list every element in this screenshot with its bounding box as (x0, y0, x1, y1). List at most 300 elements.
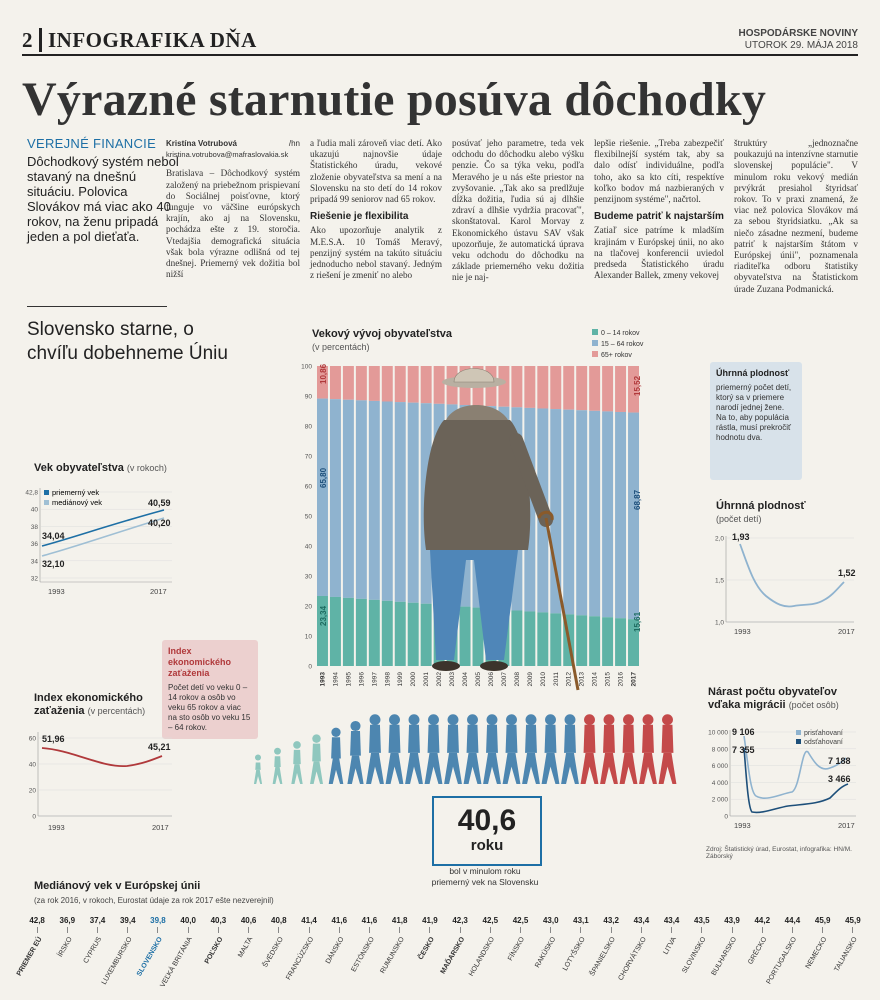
bar-segment-young (550, 613, 561, 666)
bar-segment-old (511, 366, 522, 407)
eu-value: 41,6 (361, 916, 378, 925)
eu-country-item (261, 916, 294, 969)
bar-segment-young (395, 602, 406, 666)
vek-start-med: 32,10 (42, 559, 65, 569)
bar-segment-old (356, 366, 367, 400)
main-1993-work: 65,80 (319, 467, 328, 488)
y-tick-label: 20 (28, 787, 36, 795)
eu-value: 41,6 (331, 916, 348, 925)
eu-value: 41,4 (301, 916, 317, 925)
y-tick-label: 10 000 (708, 729, 728, 737)
eu-country-item (350, 916, 384, 974)
x-year-label: 2008 (513, 672, 521, 687)
main-2017-old: 15,52 (633, 375, 642, 396)
eu-country-item (439, 916, 475, 976)
x-year-label: 2016 (617, 672, 625, 687)
eu-country-label: LITVA (662, 936, 678, 956)
eu-value: 40,8 (271, 916, 287, 925)
eu-country-item (234, 916, 264, 959)
walking-person-icon (503, 714, 521, 784)
x-year-label: 1994 (332, 672, 340, 687)
eu-value: 40,0 (180, 916, 196, 925)
eu-country-label: PORTUGALSKO (765, 936, 799, 986)
walking-person-icon (464, 714, 482, 784)
bar-segment-old (537, 366, 548, 408)
y-tick-label: 10 (304, 633, 312, 641)
source-note: Zdroj: Štatistický úrad, Eurostat, infografika: HN/M. Záborský (706, 846, 852, 860)
eu-value: 41,8 (391, 916, 408, 925)
eu-value: 45,9 (845, 916, 861, 925)
bar-segment-old (330, 366, 341, 399)
eu-country-item (284, 916, 324, 982)
plodnost-chart-title: Úhrnná plodnosť (716, 500, 806, 512)
y-tick-label: 50 (304, 513, 312, 521)
eu-value: 43,5 (694, 916, 710, 925)
mig-x-start: 1993 (734, 821, 751, 830)
y-tick-label: 2,0 (714, 535, 724, 543)
x-year-label: 2007 (500, 672, 508, 687)
legend-swatch-med (44, 500, 49, 505)
main-2017-young: 15,61 (633, 611, 642, 632)
bar-segment-young (382, 601, 393, 666)
y-tick-label: 60 (304, 483, 312, 491)
eu-country-label: ŠPANIELSKO (589, 936, 618, 978)
publication-date: UTOROK 29. MÁJA 2018 (744, 40, 858, 51)
eu-value: 43,9 (724, 916, 740, 925)
eu-value: 39,8 (150, 916, 166, 925)
eu-country-label: FRANCÚZSKO (284, 936, 316, 982)
lede: Dôchodkový systém nebol stavaný na dnešnú situáciu. Polovica Slovákov má viac ako 40 rokov, na ženu pripadá jeden a pol dieťaťa. (27, 154, 179, 244)
eu-chart-title: Mediánový vek v Európskej únii (34, 880, 201, 892)
bar-segment-work (628, 413, 639, 620)
kicker: VEREJNÉ FINANCIE (27, 136, 157, 151)
article-column-5 (734, 138, 858, 295)
vek-end-med: 40,59 (148, 498, 171, 508)
bar-segment-work (550, 409, 561, 613)
walking-person-icon (386, 714, 404, 784)
eu-country-item (468, 916, 505, 978)
bar-segment-old (421, 366, 432, 403)
main-chart-legend (592, 328, 643, 361)
bar-segment-work (356, 400, 367, 599)
eu-country-label: ŠVÉDSKO (261, 936, 285, 969)
x-year-label: 2010 (539, 672, 547, 687)
eu-country-label: POĽSKO (203, 936, 225, 966)
eu-value: 40,6 (240, 916, 257, 925)
plodnost-end-val: 1,52 (838, 568, 856, 578)
article-text-4b: Zatiaľ sice patríme k mladším krajinám v Európskej únii, no ako na tlačovej konferencii uviedol predseda Štatistického úradu Alexander Ballek, zmeny vekovej (594, 225, 724, 281)
legend-out: odsťahovaní (804, 739, 843, 746)
eu-country-item (533, 916, 566, 970)
average-age-value: 40,6 (457, 804, 517, 837)
y-tick-label: 40 (28, 761, 36, 769)
eu-country-label: ÍRSKO (56, 936, 74, 959)
bar-segment-old (615, 366, 626, 412)
x-year-label: 1997 (371, 672, 379, 687)
eu-value: 42,3 (452, 916, 468, 925)
plodnost-chart-unit: (počet detí) (716, 514, 762, 524)
eu-country-label: NEMECKO (804, 936, 829, 971)
index-x-end: 2017 (152, 823, 169, 832)
average-age-caption: bol v minulom roku priemerný vek na Slovensku (431, 866, 539, 887)
walking-person-icon (291, 741, 302, 784)
plodnost-chart (704, 526, 864, 638)
eu-country-item (765, 916, 807, 986)
line-index (42, 748, 162, 766)
x-year-label: 1999 (397, 672, 405, 687)
section-heading: Slovensko starne, o chvíľu dobehneme Úniu (27, 319, 228, 364)
bar-segment-young (421, 604, 432, 666)
legend-65plus: 65+ rokov (592, 350, 643, 361)
vek-chart-title: Vek obyvateľstva (v rokoch) (34, 462, 167, 474)
main-1993-old: 10,86 (319, 363, 328, 384)
article-subheading-1: Riešenie je flexibilita (310, 211, 409, 223)
y-tick-label: 6 000 (711, 763, 728, 771)
y-tick-label: 20 (304, 603, 312, 611)
walking-person-icon (329, 728, 344, 784)
y-tick-label: 40 (304, 543, 312, 551)
average-age-box (432, 796, 542, 866)
bar-segment-old (382, 366, 393, 401)
mig-x-end: 2017 (838, 821, 855, 830)
vek-chart (22, 478, 182, 596)
bar-segment-young (589, 616, 600, 666)
vek-x-start: 1993 (48, 587, 65, 596)
walking-person-icon (273, 748, 283, 784)
x-year-label: 2013 (578, 672, 586, 687)
bar-segment-old (524, 366, 535, 408)
y-tick-label: 0 (724, 813, 728, 821)
bar-segment-old (395, 366, 406, 402)
eu-country-label: TALIANSKO (833, 936, 859, 974)
publication-info (739, 28, 858, 52)
x-year-label: 1998 (384, 672, 392, 687)
eu-value: 43,1 (573, 916, 589, 925)
bar-segment-old (498, 366, 509, 407)
eu-country-label: MALTA (237, 936, 255, 959)
x-year-label: 1995 (345, 672, 353, 687)
bar-segment-young (537, 612, 548, 666)
bar-segment-work (395, 402, 406, 602)
eu-country-label: HOLANDSKO (468, 936, 497, 978)
bar-segment-work (369, 401, 380, 600)
section-header (22, 28, 257, 53)
eu-value: 37,4 (89, 916, 106, 925)
eu-value: 41,9 (422, 916, 438, 925)
bar-segment-old (369, 366, 380, 401)
vek-x-end: 2017 (150, 587, 167, 596)
mig-start-out: 7 355 (732, 745, 755, 755)
vek-start-avg: 34,04 (42, 531, 65, 541)
bar-segment-young (602, 617, 613, 666)
eu-value: 36,9 (59, 916, 76, 925)
y-tick-label: 8 000 (711, 746, 728, 754)
plodnost-callout (710, 362, 802, 480)
x-year-label: 2000 (410, 672, 418, 687)
main-chart-title: Vekový vývoj obyvateľstva (312, 328, 452, 340)
article-subheading-2: Budeme patriť k najstarším (594, 211, 724, 223)
walking-person-icon (483, 714, 501, 784)
bar-segment-young (511, 610, 522, 666)
bar-segment-work (576, 410, 587, 615)
bar-segment-old (550, 366, 561, 409)
eu-chart (15, 916, 868, 996)
y-tick-label: 60 (28, 735, 36, 743)
eu-country-item (833, 916, 868, 974)
y-tick-label: 1,0 (714, 619, 724, 627)
eu-country-label: PRIEMER EÚ (15, 936, 44, 978)
bar-segment-young (356, 599, 367, 666)
eu-value: 44,2 (754, 916, 771, 925)
index-chart-unit: (v percentách) (87, 706, 146, 716)
byline-author: Kristína Votrubová (166, 139, 237, 148)
bar-segment-work (408, 403, 419, 603)
mig-end-in: 7 188 (828, 756, 851, 766)
eu-country-label: GRÉCKO (747, 936, 769, 966)
walking-person-icon (522, 714, 540, 784)
eu-country-item (15, 916, 52, 978)
eu-country-label: SLOVENSKO (135, 936, 165, 978)
eu-value: 42,8 (29, 916, 45, 925)
mig-end-out: 3 466 (828, 774, 851, 784)
bar-segment-old (563, 366, 574, 410)
index-x-start: 1993 (48, 823, 65, 832)
eu-country-item (415, 916, 445, 962)
migracia-chart-unit: (počet osôb) (788, 700, 839, 710)
article-text-2a: a ľudia mali zároveň viac detí. Ako ukazujú najnovšie údaje Štatistického úradu, vekové zloženie obyvateľstva sa mení a na Slovensku na sto detí do 14 rokov pripadá 99 seniorov nad 65 rokov. (310, 138, 442, 205)
x-year-label: 2015 (604, 672, 612, 687)
x-year-label: 2005 (475, 672, 482, 687)
walking-person-icon (425, 714, 443, 784)
eu-country-item (562, 916, 596, 973)
eu-country-item (203, 916, 233, 966)
article-column-3 (452, 138, 584, 284)
eu-country-item (52, 916, 82, 959)
walking-person-icon (310, 734, 323, 784)
article-text-5: štruktúry „jednoznačne poukazujú na intenzívne starnutie slovenskej populácie". V minulom roku vekový medián prvýkrát presiahol štyridsať rokov. To v praxi znamená, že viac než polovica Slovákov má za sebou štyridsiatku. „Ak sa niečo zásadne nezmení, budeme patriť k najstarším štátom v Európskej únii", poznamenala riaditeľka odboru štatistiky obyvateľstva na Štatistickom úrade Zuzana Podmanická. (734, 138, 858, 294)
y-tick-label: 38 (30, 523, 38, 531)
eu-country-label: ESTÓNSKO (350, 936, 376, 974)
main-chart-unit: (v percentách) (312, 342, 370, 352)
vek-chart-unit: (v rokoch) (126, 463, 167, 473)
walking-people-illustration (244, 712, 688, 790)
eu-country-label: SLOVINSKO (681, 936, 708, 975)
article-text-3: posúvať jeho parametre, teda vek odchodu do dôchodku alebo výšku penzie. Čo sa týka veku, podľa Meravého je u nás ešte priestor na zvyšovanie. „Tak ako sa predlžuje dĺžka dožitia, ľudia sú aj dlhšie zdraví a dlhšie vydržia pracovať", skonštatoval. Karol Morvay z Ekonomického ústavu SAV však upozorňuje, že automatická úprava veku odchodu do dôchodku na základe priemerného veku dožitia nie je naj- (452, 138, 584, 283)
bar-segment-old (343, 366, 354, 400)
x-year-label: 1996 (358, 672, 366, 687)
bar-segment-young (343, 598, 354, 666)
plodnost-x-start: 1993 (734, 627, 751, 636)
walking-person-icon (347, 721, 363, 784)
eu-country-item (710, 916, 747, 977)
eu-value: 42,5 (512, 916, 529, 925)
legend-avg: priemerný vek (52, 488, 100, 497)
x-year-label: 2006 (487, 672, 495, 687)
bar-segment-old (434, 366, 445, 404)
y-tick-label: 2 000 (711, 796, 728, 804)
line-plodnost (740, 544, 844, 607)
y-tick-label: 32 (30, 575, 38, 583)
eu-country-item (324, 916, 354, 966)
eu-country-item (82, 916, 112, 965)
x-year-label: 2012 (565, 672, 573, 687)
walking-person-icon (561, 714, 579, 784)
section-number: 2 (22, 28, 42, 52)
walking-person-icon (620, 714, 638, 784)
eu-country-item (100, 916, 143, 986)
migracia-chart (696, 722, 864, 832)
vek-end-avg: 40,20 (148, 518, 171, 528)
byline-code: /hn (288, 139, 300, 148)
legend-15-64: 15 – 64 rokov (592, 339, 643, 350)
article-text-2b: Ako upozorňuje analytik z M.E.S.A. 10 Tomáš Meravý, penzijný systém na takúto situáciu jednoducho nebol stavaný. Jedným z riešení je zmeniť no alebo (310, 225, 442, 281)
index-callout-text: Počet detí vo veku 0 – 14 rokov a osôb vo veku 65 rokov a viac na sto osôb vo veku 15 – 64 rokov. (168, 683, 251, 732)
bar-segment-young (369, 600, 380, 666)
eu-country-label: ČESKO (417, 936, 436, 962)
y-tick-label: 100 (301, 363, 312, 371)
y-tick-label: 1,5 (714, 577, 724, 585)
y-tick-label: 0 (32, 813, 36, 821)
bar-segment-old (408, 366, 419, 403)
eu-country-label: CHORVÁTSKO (616, 936, 648, 982)
bar-segment-young (615, 618, 626, 666)
bar-segment-work (589, 411, 600, 616)
bar-segment-work (343, 400, 354, 598)
migracia-chart-title: Nárast počtu obyvateľov vďaka migrácii (počet osôb) (708, 686, 839, 711)
eu-country-item (747, 916, 777, 966)
eu-country-item (379, 916, 415, 975)
walking-person-icon (444, 714, 462, 784)
publication-name: HOSPODÁRSKE NOVINY (738, 28, 858, 39)
walking-person-icon (639, 714, 657, 784)
walking-person-icon (366, 714, 384, 784)
eu-value: 44,4 (784, 916, 801, 925)
bar-segment-young (460, 607, 471, 666)
eu-country-item (657, 916, 687, 956)
y-tick-label: 34 (30, 558, 38, 566)
walking-person-icon (542, 714, 560, 784)
eu-country-label: MAĎARSKO (439, 936, 467, 976)
eu-country-label: RUMUNSKO (379, 936, 406, 975)
bar-segment-old (602, 366, 613, 411)
section-name: INFOGRAFIKA DŇA (48, 28, 257, 52)
walking-person-icon (659, 714, 677, 784)
walking-person-icon (581, 714, 599, 784)
x-year-label: 1993 (319, 672, 327, 687)
plodnost-callout-text: priemerný počet detí, ktorý sa v priemere narodí jednej žene. Na to, aby populácia rástla, musí prekročiť hodnotu dva. (716, 383, 792, 442)
main-2017-work: 68,87 (633, 489, 642, 510)
y-tick-label: 30 (304, 573, 312, 581)
eu-value: 42,5 (482, 916, 499, 925)
average-age-unit: roku (470, 837, 504, 854)
eu-value: 43,2 (603, 916, 619, 925)
bar-segment-old (576, 366, 587, 410)
article-column-4 (594, 138, 724, 281)
x-year-label: 2014 (591, 672, 599, 687)
y-tick-label: 90 (304, 393, 312, 401)
eu-country-label: LOTYŠSKO (562, 936, 588, 973)
eu-country-item (681, 916, 717, 975)
eu-country-label: BULHARSKO (710, 936, 739, 977)
article-column-1 (166, 138, 300, 280)
plodnost-x-end: 2017 (838, 627, 855, 636)
eu-country-label: LUXEMBURSKO (100, 936, 134, 986)
eu-country-item (505, 916, 535, 963)
walking-person-icon (254, 754, 262, 784)
y-tick-label: 42,8 (25, 489, 38, 497)
bar-segment-work (563, 410, 574, 615)
eu-value: 43,4 (663, 916, 680, 925)
header-rule (22, 54, 858, 56)
x-year-label: 2004 (462, 672, 470, 687)
eu-country-item (589, 916, 626, 978)
bar-segment-work (317, 399, 328, 596)
plodnost-start-val: 1,93 (732, 532, 750, 542)
main-chart (296, 360, 646, 700)
index-chart (22, 726, 182, 834)
bar-segment-old (589, 366, 600, 411)
index-chart-title: Index ekonomického zaťaženia (v percentách) (34, 692, 146, 717)
x-year-label: 2002 (436, 672, 444, 687)
eu-country-item (159, 916, 203, 989)
y-tick-label: 80 (304, 423, 312, 431)
legend-0-14: 0 – 14 rokov (592, 328, 643, 339)
x-year-label: 2001 (423, 672, 431, 687)
x-year-label: 2011 (552, 672, 560, 686)
legend-swatch-avg (44, 490, 49, 495)
y-tick-label: 4 000 (711, 779, 728, 787)
eu-value: 39,4 (119, 916, 136, 925)
index-start-val: 51,96 (42, 734, 65, 744)
bar-segment-work (330, 399, 341, 597)
eu-chart-subtitle: (za rok 2016, v rokoch, Eurostat údaje za rok 2017 ešte nezverejnil) (34, 896, 274, 905)
eu-value: 40,3 (210, 916, 227, 925)
bar-segment-young (524, 611, 535, 666)
x-year-label: 2017 (630, 672, 638, 687)
article-column-2 (310, 138, 442, 281)
eu-country-label: VEĽKÁ BRITÁNIA (159, 936, 195, 989)
article-text-1: Bratislava – Dôchodkový systém založený na priebežnom prispievaní do Sociálnej poisťovne, ktorý funguje vo väčšine európskych krajín, ako aj na Slovensku, pochádza ešte z 19. storočia. Vtedajšia demografická situácia však bola výrazne odlišná od tej dnešnej. Priemerný vek dožitia bol nižší (166, 168, 300, 280)
bar-segment-young (408, 603, 419, 666)
eu-value: 45,9 (814, 916, 831, 925)
x-year-label: 2009 (526, 672, 534, 687)
walking-person-icon (600, 714, 618, 784)
y-tick-label: 40 (30, 506, 38, 514)
eu-value: 43,0 (542, 916, 559, 925)
eu-country-item (804, 916, 838, 971)
bar-segment-work (615, 412, 626, 618)
eu-country-item (616, 916, 656, 982)
y-tick-label: 70 (304, 453, 312, 461)
headline: Výrazné starnutie posúva dôchodky (22, 73, 767, 126)
y-tick-label: 0 (308, 663, 312, 671)
eu-country-label: DÁNSKO (324, 936, 346, 966)
article-text-4a: lepšie riešenie. „Treba zabezpečiť flexibilnejší systém tak, aby sa dalo odísť individuálne, podľa toho, ako sa kto cíti, respektíve koľko bodov má nazbieraných v penzijnom systéme", načrtol. (594, 138, 724, 205)
y-tick-label: 36 (30, 541, 38, 549)
bar-segment-work (382, 401, 393, 600)
plodnost-callout-title: Úhrnná plodnosť (716, 368, 790, 378)
section-rule (27, 306, 167, 307)
eu-value: 43,4 (633, 916, 650, 925)
bar-segment-young (330, 597, 341, 666)
legend-in: prisťahovaní (804, 730, 843, 737)
eu-country-item (135, 916, 173, 978)
eu-country-label: CYPRUS (82, 936, 104, 965)
index-end-val: 45,21 (148, 742, 171, 752)
bar-segment-work (602, 411, 613, 617)
eu-country-label: RAKÚSKO (533, 936, 557, 970)
bar-segment-young (576, 615, 587, 666)
